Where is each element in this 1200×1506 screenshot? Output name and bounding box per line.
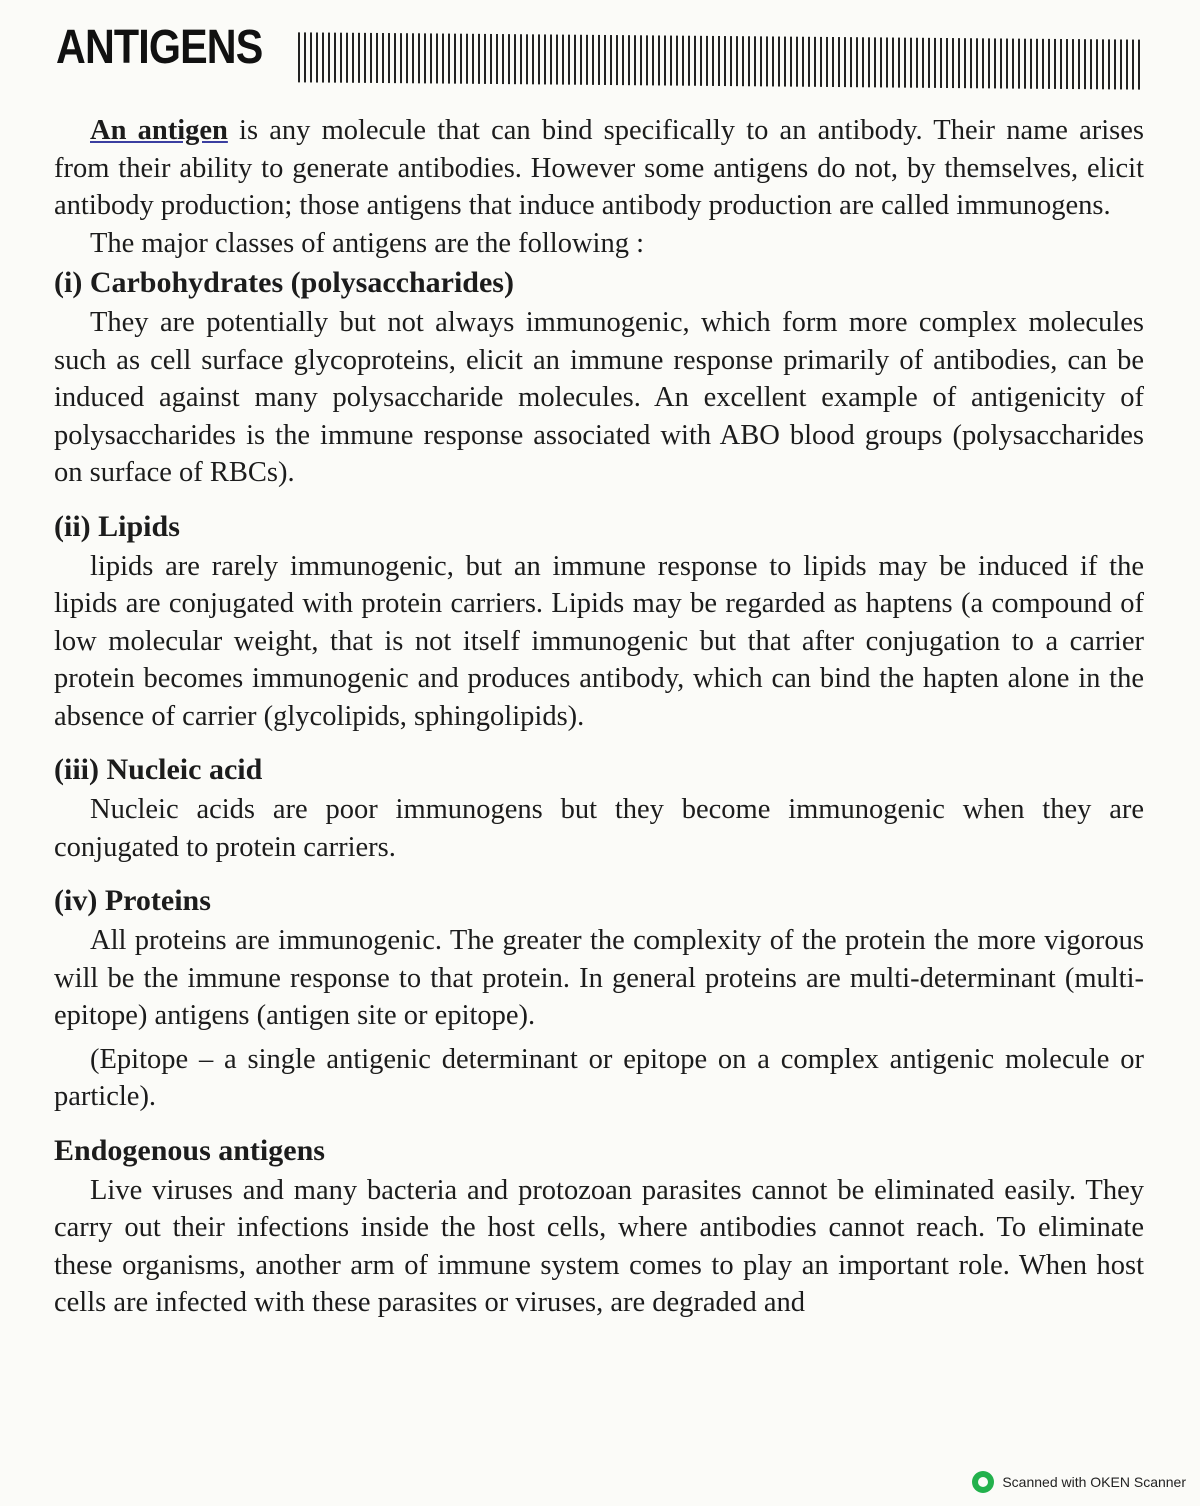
section-heading-lipids: (ii) Lipids bbox=[54, 509, 180, 543]
classes-intro: The major classes of antigens are the following : bbox=[90, 227, 644, 259]
document-body bbox=[54, 112, 1144, 1322]
antigen-term: An antigen bbox=[90, 115, 228, 146]
section-body-carbohydrates: They are potentially but not always immunogenic, which form more complex molecules such as cell surface glycoproteins, elicit an immune response primarily of antibodies, can be induced against many polysaccharide molecules. An excellent example of antigenicity of polysaccharides is the immune response associated with ABO blood groups (polysaccharides on surface of RBCs). bbox=[54, 307, 1144, 488]
section-heading-endogenous: Endogenous antigens bbox=[54, 1133, 325, 1167]
scanner-watermark-text: Scanned with OKEN Scanner bbox=[1002, 1474, 1186, 1490]
intro-text: is any molecule that can bind specifically to an antibody. Their name arises from their ability to generate antibodies. However some antigens do not, by themselves, elicit antibody production; those antigens that induce antibody production are called immunogens. bbox=[54, 115, 1144, 221]
chapter-title: ANTIGENS bbox=[56, 20, 263, 74]
section-body-nucleic-acid: Nucleic acids are poor immunogens but they become immunogenic when they are conjugated to protein carriers. bbox=[54, 794, 1144, 863]
intro-paragraph bbox=[54, 112, 1144, 225]
section-body-endogenous: Live viruses and many bacteria and protozoan parasites cannot be eliminated easily. They carry out their infections inside the host cells, where antibodies cannot reach. To eliminate these organisms, another arm of immune system comes to play an important role. When host cells are infected with these parasites or viruses, are degraded and bbox=[54, 1174, 1144, 1318]
section-heading-proteins: (iv) Proteins bbox=[54, 884, 211, 917]
section-heading-carbohydrates: (i) Carbohydrates (polysaccharides) bbox=[54, 266, 514, 299]
section-body-lipids: lipids are rarely immunogenic, but an immune response to lipids may be induced if the lipids are conjugated with protein carriers. Lipids may be regarded as haptens (a compound of low molecular weight, that is not itself immunogenic but that after conjugation to a carrier protein becomes immunogenic and produces antibody, which can bind the hapten alone in the absence of carrier (glycolipids, sphingolipids). bbox=[54, 550, 1144, 732]
section-body-proteins: All proteins are immunogenic. The greater the complexity of the protein the more vigorous will be the immune response to that protein. In general proteins are multi-determinant (multi-epitope) antigens (antigen site or epitope). bbox=[54, 925, 1144, 1031]
section-heading-nucleic-acid: (iii) Nucleic acid bbox=[54, 753, 263, 786]
header-decorative-bars bbox=[298, 32, 1143, 89]
scanner-logo-icon bbox=[972, 1471, 994, 1493]
epitope-note: (Epitope – a single antigenic determinant or epitope on a complex antigenic molecule or particle). bbox=[54, 1043, 1144, 1112]
scanner-watermark bbox=[972, 1470, 1186, 1494]
